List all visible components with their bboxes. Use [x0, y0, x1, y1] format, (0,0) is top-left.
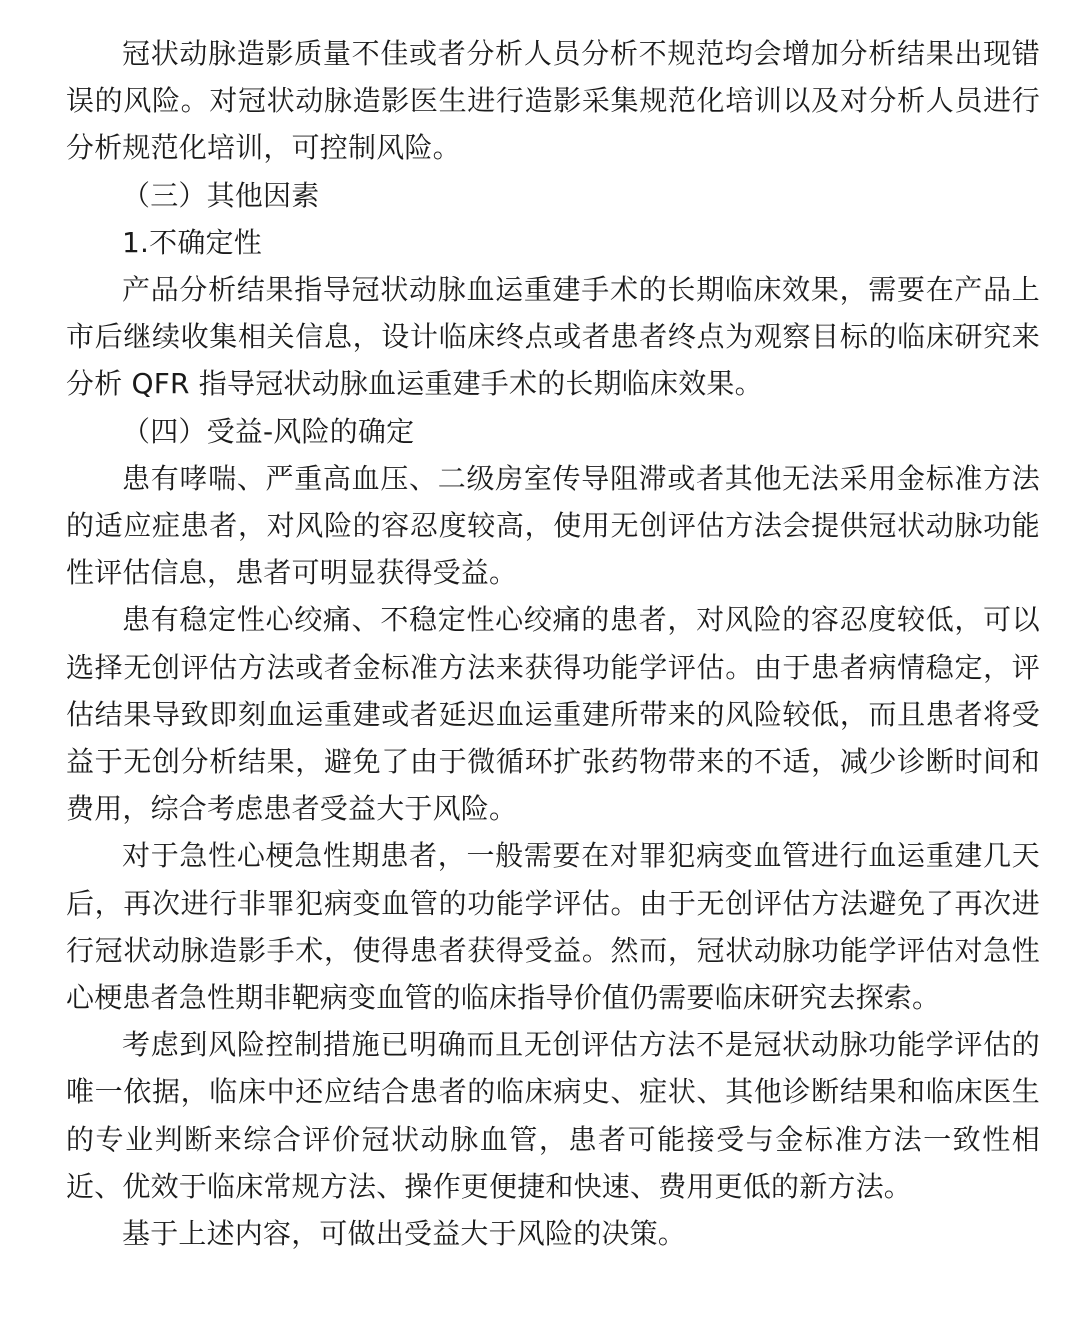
- section-heading-other-factors: （三）其他因素: [122, 178, 320, 212]
- paragraph-angina-patients: 患有稳定性心绞痛、不稳定性心绞痛的患者，对风险的容忍度较低，可以选择无创评估方法或者金标准方法来获得功能学评估。由于患者病情稳定，评估结果导致即刻血运重建或者延迟血运重建所带来的风险较低，而且患者将受益于无创分析结果，避免了由于微循环扩张药物带来的不适，减少诊断时间和费用，综合考虑患者受益大于风险。: [66, 603, 1040, 826]
- paragraph-risk-control: 考虑到风险控制措施已明确而且无创评估方法不是冠状动脉功能学评估的唯一依据，临床中还应结合患者的临床病史、症状、其他诊断结果和临床医生的专业判断来综合评价冠状动脉血管，患者可能接受与金标准方法一致性相近、优效于临床常规方法、操作更便捷和快速、费用更低的新方法。: [66, 1028, 1040, 1203]
- section-heading-benefit-risk: （四）受益-风险的确定: [122, 414, 415, 448]
- paragraph-qa-risk: 冠状动脉造影质量不佳或者分析人员分析不规范均会增加分析结果出现错误的风险。对冠状动脉造影医生进行造影采集规范化培训以及对分析人员进行分析规范化培训，可控制风险。: [66, 37, 1040, 165]
- subheading-uncertainty: 1.不确定性: [122, 225, 262, 259]
- paragraph-acute-mi-patients: 对于急性心梗急性期患者，一般需要在对罪犯病变血管进行血运重建几天后，再次进行非罪犯病变血管的功能学评估。由于无创评估方法避免了再次进行冠状动脉造影手术，使得患者获得受益。然而，冠状动脉功能学评估对急性心梗患者急性期非靶病变血管的临床指导价值仍需要临床研究去探索。: [66, 839, 1040, 1015]
- paragraph-long-term-effect: 产品分析结果指导冠状动脉血运重建手术的长期临床效果，需要在产品上市后继续收集相关信息，设计临床终点或者患者终点为观察目标的临床研究来分析 QFR 指导冠状动脉血运重建手术的长期临床效果。: [66, 273, 1040, 401]
- paragraph-conclusion: 基于上述内容，可做出受益大于风险的决策。: [122, 1217, 687, 1251]
- paragraph-asthma-patients: 患有哮喘、严重高血压、二级房室传导阻滞或者其他无法采用金标准方法的适应症患者，对风险的容忍度较高，使用无创评估方法会提供冠状动脉功能性评估信息，患者可明显获得受益。: [66, 461, 1040, 590]
